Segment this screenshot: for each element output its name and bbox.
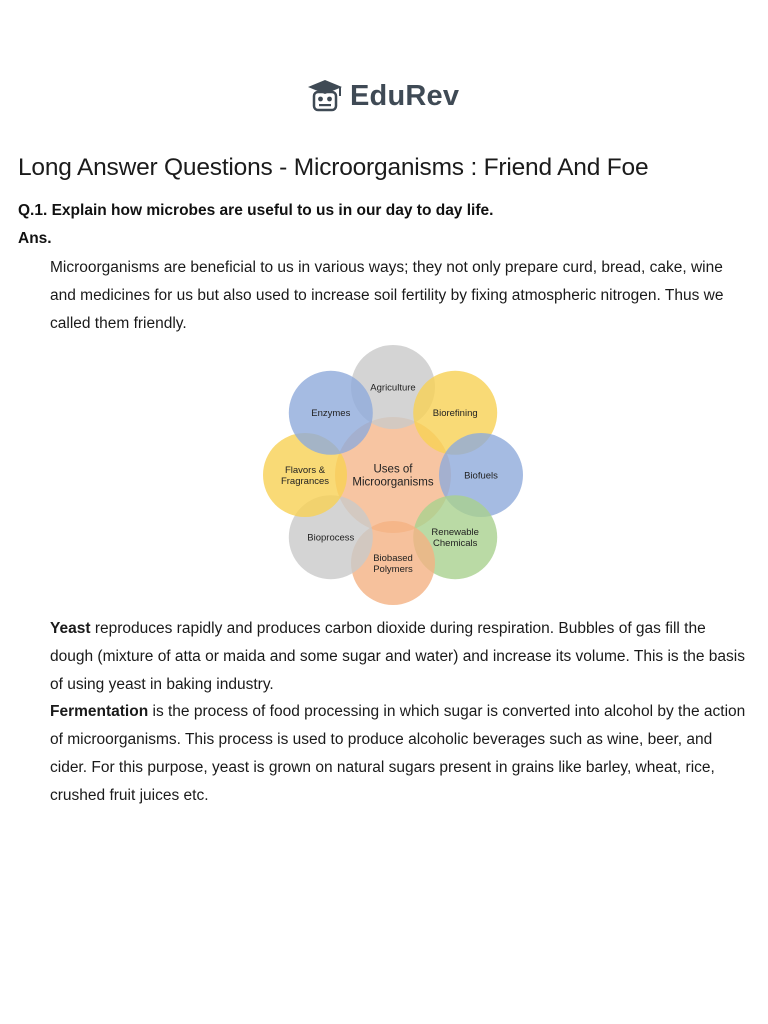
answer-label: Ans. [18,230,52,247]
node-label-biobased-polymers: Biobased Polymers [373,552,413,575]
node-label-bioprocess: Bioprocess [307,532,355,544]
yeast-text: reproduces rapidly and produces carbon dioxide during respiration. Bubbles of gas fill the dough (mixture of atta or maida and some sugar and water) and increase its volume. This is the basis of using yeast in baking industry. [50,620,745,693]
edurev-logo[interactable] [306,78,459,114]
fermentation-paragraph [50,698,750,810]
node-label-enzymes: Enzymes [311,408,351,420]
fermentation-text: is the process of food processing in which sugar is converted into alcohol by the action of microorganisms. This process is used to produce alcoholic beverages such as wine, beer, and cider. For this purpose, yeast is grown on natural sugars present in grains like barley, wheat, rice, crushed fruit juices etc. [50,703,746,804]
page-title: Long Answer Questions - Microorganisms : Friend And Foe [18,154,649,181]
node-label-biofuels: Biofuels [464,470,498,482]
node-label-flavors-fragrances: Flavors & Fragrances [280,464,330,487]
center-label: Uses of Microorganisms [352,463,434,489]
question-text: Q.1. Explain how microbes are useful to us in our day to day life. [18,202,494,219]
graduation-cap-robot-icon [306,78,344,114]
node-label-renewable-chemicals: Renewable Chemicals [431,527,479,549]
answer-paragraph: Microorganisms are beneficial to us in various ways; they not only prepare curd, bread, cake, wine and medicines for us but also used to increase soil fertility by fixing atmospheric nitrogen. Thus we called them friendly. [50,259,724,332]
uses-of-microorganisms-diagram [259,343,545,609]
yeast-paragraph [50,615,750,699]
brand-name: EduRev [350,79,460,112]
fermentation-term: Fermentation [50,703,149,720]
node-label-agriculture: Agriculture [370,382,416,394]
yeast-term: Yeast [50,620,91,637]
node-label-biorefining: Biorefining [432,408,478,420]
